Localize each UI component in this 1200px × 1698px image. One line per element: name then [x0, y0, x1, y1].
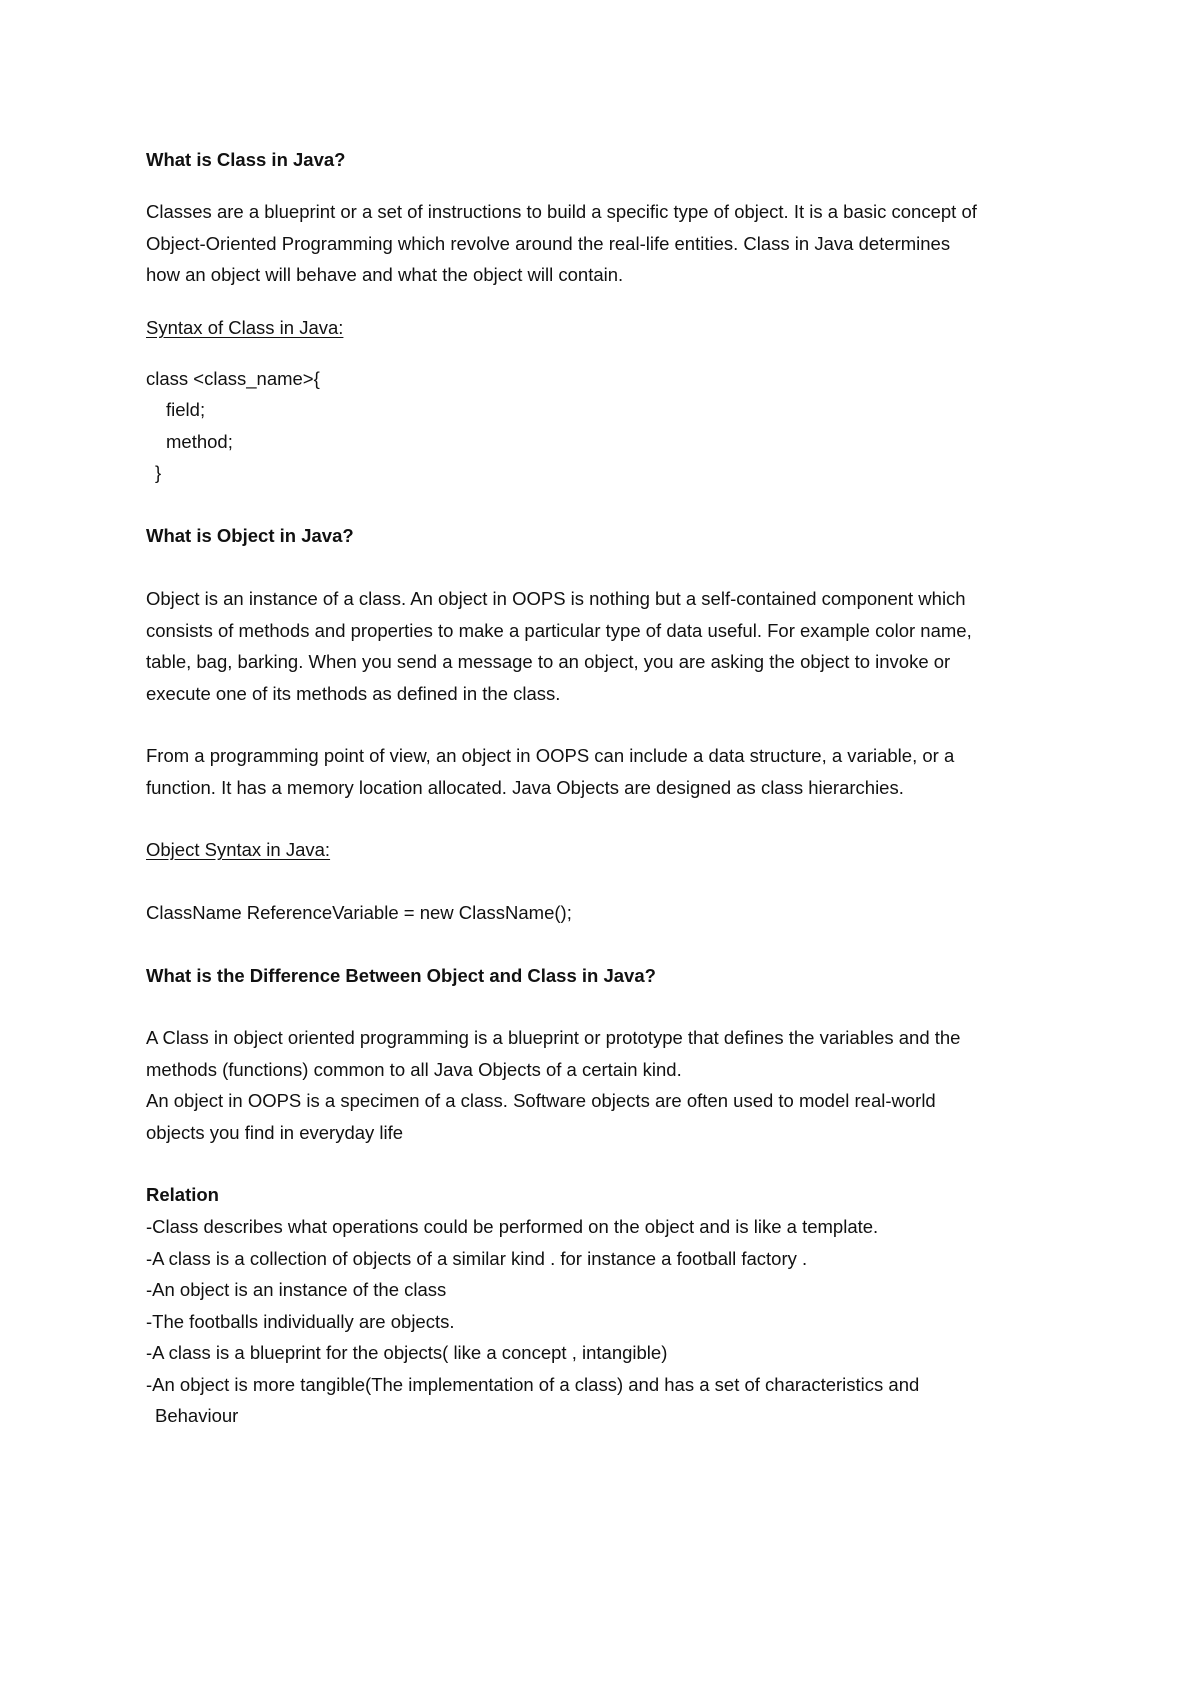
paragraph-line: Object-Oriented Programming which revolve around the real-life entities. Class in Java determines: [146, 232, 951, 254]
list-item: -The footballs individually are objects.: [146, 1310, 455, 1332]
object-paragraph-1: [146, 583, 1076, 709]
relation-list: [146, 1211, 1076, 1400]
difference-heading: What is the Difference Between Object and Class in Java?: [146, 965, 656, 986]
paragraph-line: An object in OOPS is a specimen of a class. Software objects are often used to model real-world: [146, 1090, 936, 1111]
paragraph-line: A Class in object oriented programming is a blueprint or prototype that defines the variables and the: [146, 1027, 961, 1048]
class-heading: What is Class in Java?: [146, 149, 346, 170]
object-paragraph-2: [146, 740, 1076, 803]
list-item: -Class describes what operations could be performed on the object and is like a template.: [146, 1216, 879, 1237]
paragraph-line: function. It has a memory location allocated. Java Objects are designed as class hierarchies.: [146, 776, 904, 798]
list-item: -An object is an instance of the class: [146, 1279, 447, 1300]
class-syntax-label: Syntax of Class in Java:: [146, 317, 344, 338]
class-paragraph: [146, 196, 1076, 291]
paragraph-line: table, bag, barking. When you send a message to an object, you are asking the object to invoke or: [146, 651, 951, 672]
paragraph-line: Classes are a blueprint or a set of instructions to build a specific type of object. It is a basic concept of: [146, 201, 977, 222]
class-syntax-line-2: field;: [166, 399, 206, 420]
paragraph-line: Object is an instance of a class. An object in OOPS is nothing but a self-contained component which: [146, 588, 966, 609]
paragraph-line: objects you find in everyday life: [146, 1121, 404, 1143]
relation-heading: Relation: [146, 1184, 219, 1205]
class-syntax-line-1: class <class_name>{: [146, 368, 320, 389]
paragraph-line: methods (functions) common to all Java Objects of a certain kind.: [146, 1058, 682, 1080]
list-item: -A class is a blueprint for the objects( like a concept , intangible): [146, 1342, 668, 1363]
difference-paragraph: [146, 1022, 1076, 1148]
object-syntax-code: ClassName ReferenceVariable = new ClassName();: [146, 902, 572, 923]
list-item: -An object is more tangible(The implementation of a class) and has a set of characteristics and: [146, 1373, 920, 1395]
class-syntax-line-3: method;: [166, 431, 233, 452]
paragraph-line: execute one of its methods as defined in the class.: [146, 682, 561, 704]
paragraph-line: From a programming point of view, an object in OOPS can include a data structure, a variable, or a: [146, 745, 955, 766]
paragraph-line: how an object will behave and what the object will contain.: [146, 264, 624, 285]
list-item: -A class is a collection of objects of a similar kind . for instance a football factory .: [146, 1247, 808, 1269]
object-heading: What is Object in Java?: [146, 525, 354, 546]
paragraph-line: consists of methods and properties to make a particular type of data useful. For example color name,: [146, 619, 972, 641]
list-item-continuation: Behaviour: [155, 1405, 239, 1426]
class-syntax-line-4: }: [155, 462, 162, 483]
object-syntax-label: Object Syntax in Java:: [146, 839, 331, 860]
